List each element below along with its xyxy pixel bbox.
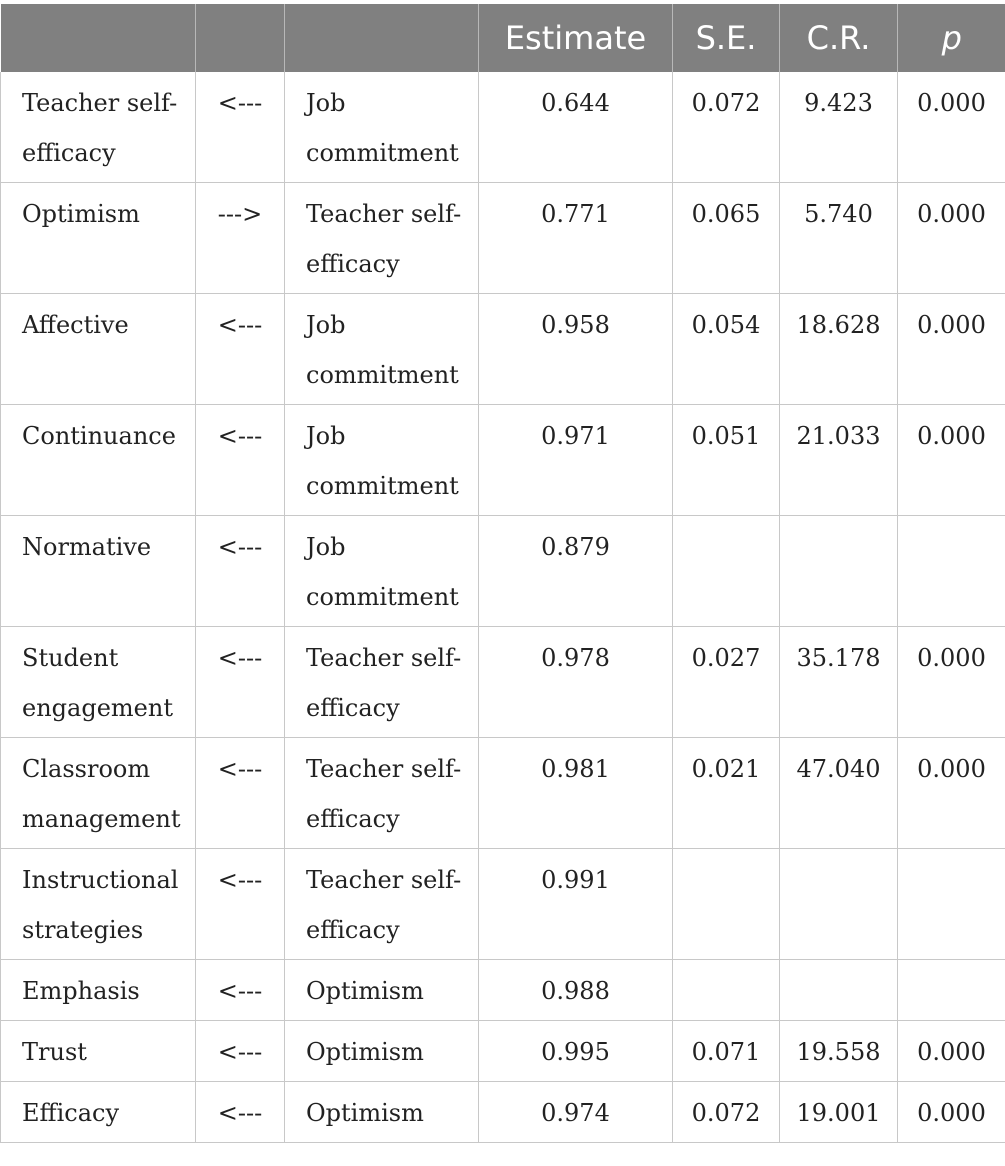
header-cell-cr: C.R. — [780, 4, 898, 72]
cell-arrow: <--- — [196, 72, 285, 183]
cell-arrow: <--- — [196, 405, 285, 516]
table-row — [1, 294, 1005, 405]
cell-p: 0.000 — [898, 183, 1005, 294]
cell-lhs: Trust — [1, 1021, 196, 1082]
cell-p: 0.000 — [898, 738, 1005, 849]
cell-cr — [780, 960, 898, 1021]
cell-arrow: <--- — [196, 627, 285, 738]
cell-cr — [780, 516, 898, 627]
cell-se: 0.021 — [673, 738, 780, 849]
cell-cr: 18.628 — [780, 294, 898, 405]
header-row — [1, 4, 1005, 72]
cell-se — [673, 516, 780, 627]
cell-arrow: <--- — [196, 960, 285, 1021]
table-row — [1, 516, 1005, 627]
cell-estimate: 0.771 — [479, 183, 673, 294]
cell-cr: 19.558 — [780, 1021, 898, 1082]
cell-estimate: 0.988 — [479, 960, 673, 1021]
cell-estimate: 0.991 — [479, 849, 673, 960]
table-header — [1, 4, 1005, 72]
cell-p: 0.000 — [898, 294, 1005, 405]
table-row — [1, 627, 1005, 738]
table-row — [1, 738, 1005, 849]
header-cell-rhs — [285, 4, 479, 72]
cell-se — [673, 849, 780, 960]
header-cell-estimate: Estimate — [479, 4, 673, 72]
cell-p: 0.000 — [898, 405, 1005, 516]
cell-estimate: 0.644 — [479, 72, 673, 183]
cell-p: 0.000 — [898, 1082, 1005, 1143]
cell-arrow: ---> — [196, 183, 285, 294]
cell-estimate: 0.981 — [479, 738, 673, 849]
table-row — [1, 183, 1005, 294]
header-cell-se: S.E. — [673, 4, 780, 72]
cell-cr — [780, 849, 898, 960]
cell-cr: 35.178 — [780, 627, 898, 738]
cell-p: 0.000 — [898, 72, 1005, 183]
cell-lhs: Efficacy — [1, 1082, 196, 1143]
cell-lhs: Optimism — [1, 183, 196, 294]
cell-rhs: Teacher self-efficacy — [285, 738, 479, 849]
header-cell-p: p — [898, 4, 1005, 72]
table-row — [1, 1082, 1005, 1143]
cell-lhs: Classroom management — [1, 738, 196, 849]
cell-rhs: Job commitment — [285, 72, 479, 183]
cell-estimate: 0.995 — [479, 1021, 673, 1082]
cell-arrow: <--- — [196, 294, 285, 405]
cell-rhs: Teacher self-efficacy — [285, 183, 479, 294]
cell-estimate: 0.958 — [479, 294, 673, 405]
cell-arrow: <--- — [196, 1082, 285, 1143]
cell-se — [673, 960, 780, 1021]
cell-cr: 5.740 — [780, 183, 898, 294]
cell-p — [898, 516, 1005, 627]
cell-se: 0.027 — [673, 627, 780, 738]
table-row — [1, 960, 1005, 1021]
cell-se: 0.072 — [673, 72, 780, 183]
cell-cr: 21.033 — [780, 405, 898, 516]
cell-lhs: Instructional strategies — [1, 849, 196, 960]
cell-rhs: Job commitment — [285, 294, 479, 405]
cell-cr: 47.040 — [780, 738, 898, 849]
cell-rhs: Teacher self-efficacy — [285, 627, 479, 738]
cell-rhs: Job commitment — [285, 516, 479, 627]
cell-p — [898, 849, 1005, 960]
header-cell-lhs — [1, 4, 196, 72]
cell-lhs: Teacher self-efficacy — [1, 72, 196, 183]
cell-p: 0.000 — [898, 1021, 1005, 1082]
cell-estimate: 0.879 — [479, 516, 673, 627]
cell-estimate: 0.978 — [479, 627, 673, 738]
regression-weights-table — [0, 4, 1005, 1143]
cell-cr: 9.423 — [780, 72, 898, 183]
cell-se: 0.072 — [673, 1082, 780, 1143]
cell-estimate: 0.974 — [479, 1082, 673, 1143]
cell-arrow: <--- — [196, 738, 285, 849]
cell-rhs: Teacher self-efficacy — [285, 849, 479, 960]
cell-se: 0.054 — [673, 294, 780, 405]
cell-se: 0.071 — [673, 1021, 780, 1082]
cell-p — [898, 960, 1005, 1021]
cell-lhs: Emphasis — [1, 960, 196, 1021]
table-body — [1, 72, 1005, 1143]
cell-lhs: Student engagement — [1, 627, 196, 738]
cell-rhs: Optimism — [285, 1021, 479, 1082]
cell-rhs: Optimism — [285, 960, 479, 1021]
cell-lhs: Affective — [1, 294, 196, 405]
cell-cr: 19.001 — [780, 1082, 898, 1143]
table-row — [1, 72, 1005, 183]
table-row — [1, 1021, 1005, 1082]
cell-p: 0.000 — [898, 627, 1005, 738]
cell-rhs: Optimism — [285, 1082, 479, 1143]
cell-rhs: Job commitment — [285, 405, 479, 516]
cell-se: 0.065 — [673, 183, 780, 294]
header-cell-arrow — [196, 4, 285, 72]
table-row — [1, 405, 1005, 516]
table-row — [1, 849, 1005, 960]
cell-arrow: <--- — [196, 849, 285, 960]
cell-lhs: Continuance — [1, 405, 196, 516]
cell-arrow: <--- — [196, 1021, 285, 1082]
cell-lhs: Normative — [1, 516, 196, 627]
cell-estimate: 0.971 — [479, 405, 673, 516]
cell-se: 0.051 — [673, 405, 780, 516]
cell-arrow: <--- — [196, 516, 285, 627]
